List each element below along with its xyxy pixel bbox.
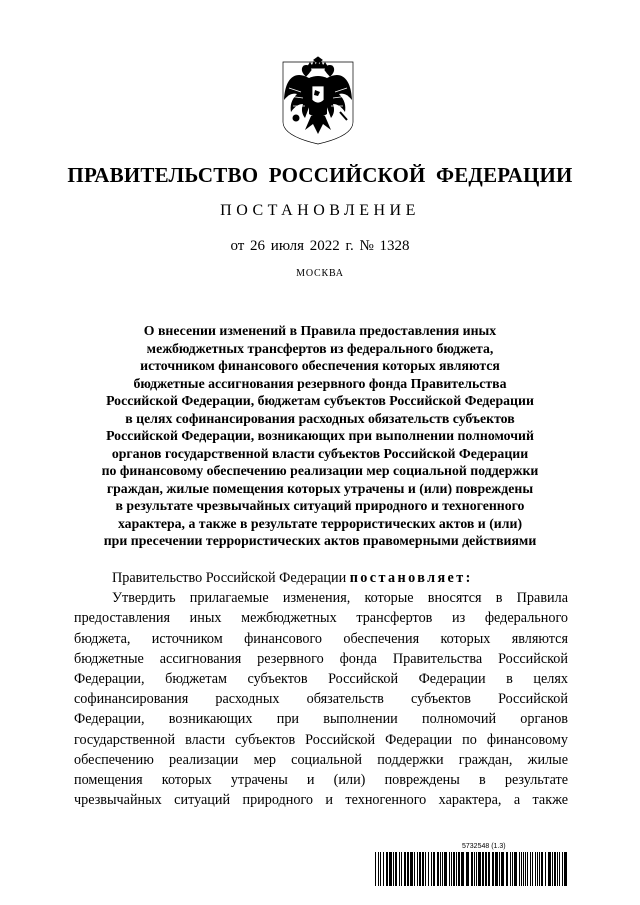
intro-line	[74, 568, 568, 588]
barcode-bar	[433, 852, 435, 886]
barcode-bar	[523, 852, 524, 886]
barcode-bar	[458, 852, 460, 886]
heading-line: при пресечении террористических актов правомерными действиями	[103, 533, 537, 548]
barcode-bar	[545, 852, 546, 886]
barcode-bar	[404, 852, 406, 886]
body-line: обеспечению реализации мер социальной поддержки граждан, жилые	[74, 751, 568, 768]
heading-line: источником финансового обеспечения которых являются	[140, 358, 500, 373]
document-date-number: от 26 июля 2022 г. № 1328	[230, 238, 410, 254]
barcode-bar	[499, 852, 500, 886]
barcode-bar	[512, 852, 513, 886]
barcode-bar	[564, 852, 567, 886]
barcode-bar	[527, 852, 528, 886]
body-line: бюджета, источником финансового обеспечения которых являются	[74, 630, 568, 647]
barcode-bar	[456, 852, 457, 886]
barcode-bar	[444, 852, 447, 886]
body-line: Федерации, бюджетам субъектов Российской Федерации в целях	[74, 670, 568, 687]
barcode-icon	[375, 852, 569, 886]
barcode-bar	[401, 852, 402, 886]
document-city: МОСКВА	[296, 268, 344, 279]
heading-line: О внесении изменений в Правила предоставления иных	[143, 323, 497, 338]
barcode-bar	[440, 852, 441, 886]
intro-action: постановляет:	[349, 570, 473, 586]
barcode-bar	[375, 852, 376, 886]
heading-line: по финансовому обеспечению реализации мер социальной поддержки	[101, 463, 539, 478]
barcode-bar	[386, 852, 388, 886]
barcode-bar	[422, 852, 424, 886]
barcode-number: 5732548 (1.3)	[462, 843, 506, 850]
barcode-bar	[521, 852, 522, 886]
body-line: Утвердить прилагаемые изменения, которые вносятся в Правила	[112, 590, 568, 607]
heading-line: Российской Федерации, возникающих при выполнении полномочий	[106, 428, 534, 443]
barcode-bar	[559, 852, 560, 886]
barcode-bar	[407, 852, 409, 886]
barcode-bar	[383, 852, 384, 886]
barcode-bar	[425, 852, 426, 886]
barcode-bar	[552, 852, 553, 886]
barcode-bar	[437, 852, 439, 886]
barcode-bar	[482, 852, 484, 886]
barcode-bar	[535, 852, 536, 886]
barcode-bar	[419, 852, 421, 886]
body-line: государственной власти субъектов Российской Федерации по финансовому	[74, 731, 568, 748]
barcode-bar	[541, 852, 543, 886]
barcode-bar	[519, 852, 520, 886]
body-line: чрезвычайных ситуаций природного и техногенного характера, а также	[74, 792, 568, 809]
heading-line: характера, а также в результате террористических актов и (или)	[117, 515, 523, 531]
barcode-bar	[488, 852, 490, 886]
barcode-bar	[476, 852, 477, 886]
barcode-bar	[431, 852, 432, 886]
barcode-bar	[399, 852, 400, 886]
barcode-bar	[393, 852, 394, 886]
barcode-bar	[532, 852, 533, 886]
body-line: помещения которых утрачены и (или) повреждены в результате	[74, 771, 568, 788]
body-line: Федерации, возникающих при выполнении полномочий органов	[74, 711, 568, 728]
state-emblem-icon	[281, 56, 355, 146]
barcode-bar	[417, 852, 418, 886]
barcode-bar	[548, 852, 551, 886]
heading-line: органов государственной власти субъектов Российской Федерации	[111, 445, 529, 461]
body-line: софинансирования расходных обязательств субъектов Российской	[74, 691, 568, 708]
resolution-body	[74, 568, 568, 810]
barcode-bar	[442, 852, 443, 886]
barcode-bar	[414, 852, 415, 886]
barcode-bar	[492, 852, 494, 886]
barcode-bar	[466, 852, 469, 886]
intro-text: Правительство Российской Федерации	[112, 570, 350, 586]
barcode-bar	[378, 852, 379, 886]
barcode-bar	[557, 852, 558, 886]
barcode-bar	[501, 852, 504, 886]
barcode-bar	[474, 852, 475, 886]
resolution-heading	[75, 322, 565, 550]
barcode-bar	[395, 852, 397, 886]
barcode-bar	[510, 852, 511, 886]
barcode-bar	[506, 852, 508, 886]
heading-line: Российской Федерации, бюджетам субъектов Российской Федерации	[106, 393, 534, 408]
heading-line: бюджетные ассигнования резервного фонда Правительства	[133, 375, 507, 391]
barcode-bar	[380, 852, 381, 886]
barcode-bar	[428, 852, 429, 886]
barcode-bar	[485, 852, 487, 886]
barcode-bar	[514, 852, 517, 886]
barcode-bar	[471, 852, 473, 886]
barcode-bar	[525, 852, 526, 886]
barcode-bar	[562, 852, 563, 886]
barcode-bar	[410, 852, 413, 886]
body-line: предоставления иных межбюджетных трансфертов из федерального	[74, 610, 568, 627]
barcode-bar	[554, 852, 556, 886]
body-line: бюджетные ассигнования резервного фонда Правительства Российской	[74, 650, 568, 667]
heading-line: граждан, жилые помещения которых утрачены и (или) повреждены	[106, 480, 534, 496]
heading-line: межбюджетных трансфертов из федерального бюджета,	[146, 340, 494, 356]
heading-line: в целях софинансирования расходных обязательств субъектов	[125, 410, 515, 426]
heading-line: в результате чрезвычайных ситуаций природного и техногенного	[115, 498, 525, 513]
barcode-bar	[451, 852, 452, 886]
barcode-bar	[537, 852, 538, 886]
document-type: ПОСТАНОВЛЕНИЕ	[220, 202, 420, 219]
barcode-bar	[539, 852, 540, 886]
government-title: ПРАВИТЕЛЬСТВО РОССИЙСКОЙ ФЕДЕРАЦИИ	[67, 163, 573, 187]
barcode-bar	[389, 852, 392, 886]
barcode-bar	[453, 852, 455, 886]
barcode-bar	[461, 852, 464, 886]
barcode-bar	[495, 852, 498, 886]
barcode-bar	[530, 852, 531, 886]
barcode-bar	[478, 852, 481, 886]
barcode-bar	[449, 852, 450, 886]
